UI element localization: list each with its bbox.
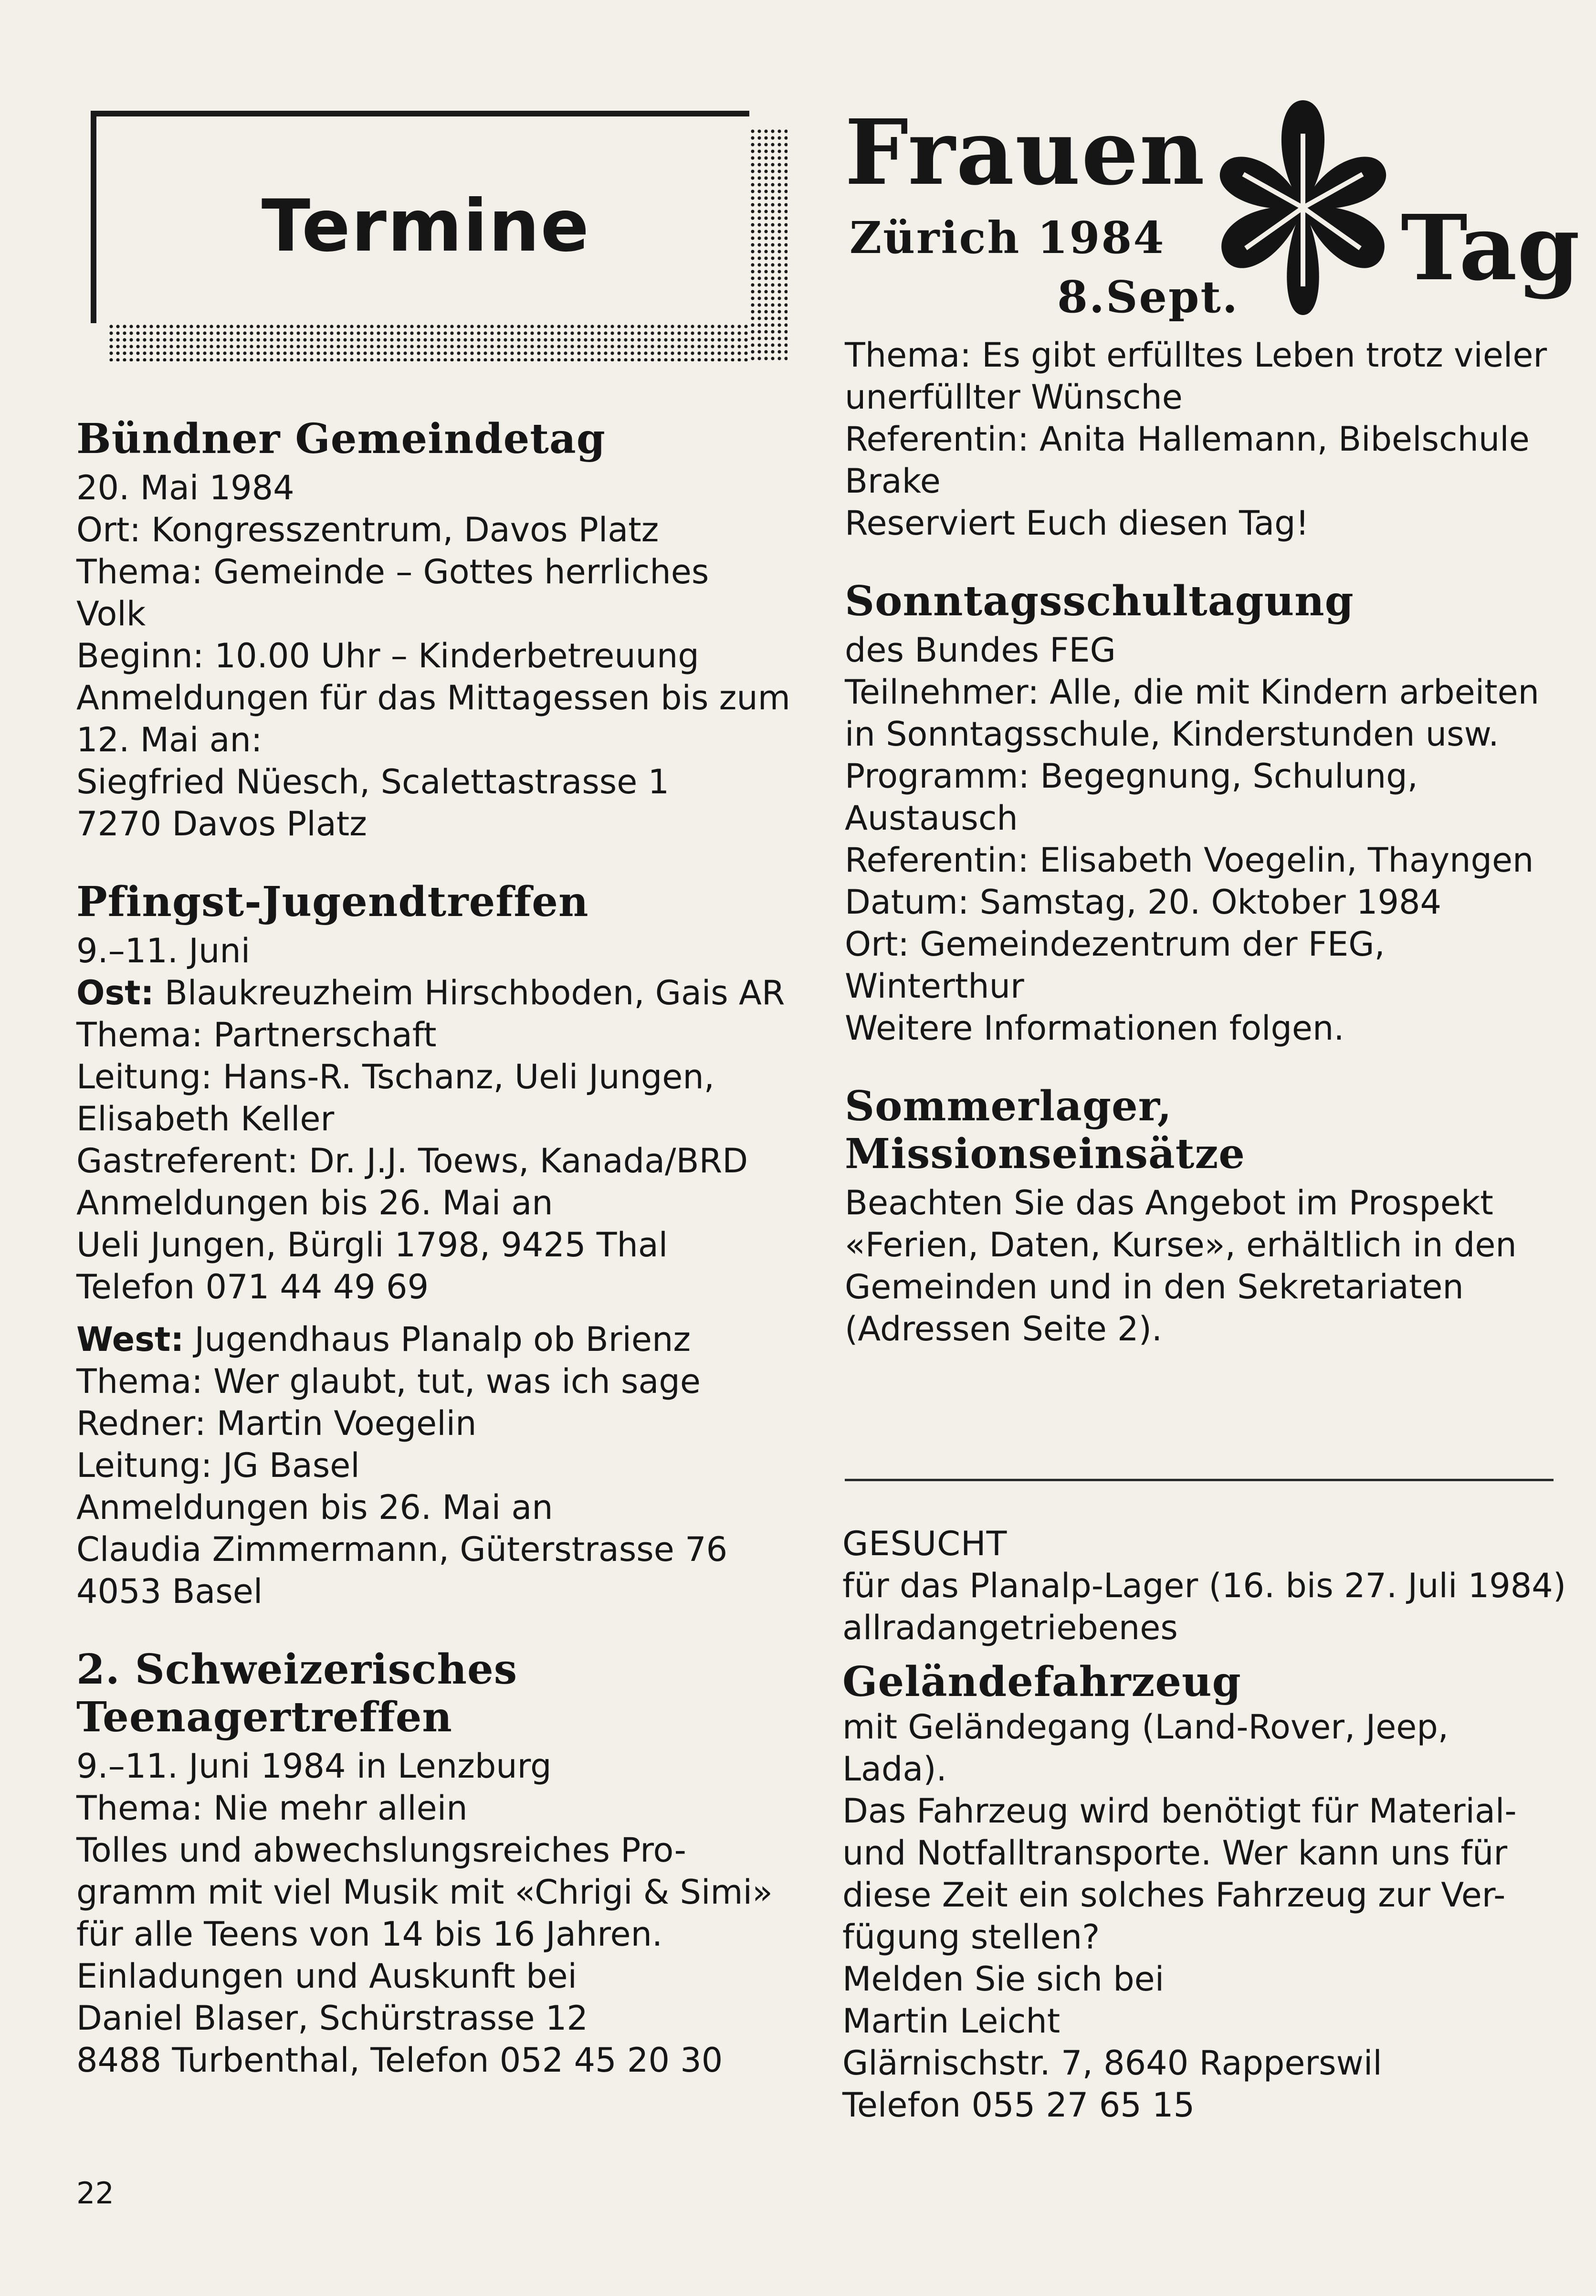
line-text: Volk: [76, 594, 146, 633]
section-line: [76, 1266, 802, 1308]
gesucht-line: fügung stellen?: [842, 1917, 1100, 1957]
section-line: [76, 1787, 802, 1829]
section-line: [76, 1997, 802, 2039]
page-number: 22: [76, 2176, 114, 2211]
gesucht-section: [842, 1523, 1566, 2126]
section-line: [76, 1224, 802, 1266]
line-text: Anmeldungen für das Mittagessen bis zum: [76, 678, 790, 717]
line-text: Thema: Wer glaubt, tut, was ich sage: [76, 1362, 701, 1401]
section-line: [76, 930, 802, 972]
line-text: Daniel Blaser, Schürstrasse 12: [76, 1999, 588, 2038]
line-text: Blaukreuzheim Hirschboden, Gais AR: [154, 973, 785, 1012]
line-text: Beachten Sie das Angebot im Prospekt: [845, 1183, 1493, 1222]
section-line: [845, 881, 1561, 923]
section-line: [76, 1360, 802, 1402]
gesucht-line: allradangetriebenes: [842, 1608, 1178, 1647]
section-line: [76, 761, 802, 803]
section-line: [845, 334, 1561, 376]
line-text: Gastreferent: Dr. J.J. Toews, Kanada/BRD: [76, 1141, 748, 1180]
section-line: [845, 502, 1561, 544]
line-text: Reserviert Euch diesen Tag!: [845, 504, 1309, 543]
gesucht-body: [842, 1706, 1558, 2126]
section-line: [76, 1056, 802, 1098]
line-text: 12. Mai an:: [76, 720, 262, 759]
line-text: Elisabeth Keller: [76, 1099, 335, 1138]
line-text: Winterthur: [845, 967, 1024, 1006]
gesucht-line: Das Fahrzeug wird benötigt für Material-: [842, 1791, 1517, 1831]
left-column: [76, 415, 802, 2115]
termine-box-shadow-right: [749, 128, 788, 362]
line-text: Teilnehmer: Alle, die mit Kindern arbeiten: [845, 673, 1540, 712]
logo-date: 8.Sept.: [1057, 271, 1239, 323]
line-lead: West:: [76, 1320, 184, 1359]
line-text: 9.–11. Juni: [76, 931, 251, 970]
section-line: [76, 1829, 802, 1871]
section-title: 2. Schweizerisches: [76, 1645, 518, 1694]
section-line: [76, 1486, 802, 1528]
section-title: Pfingst-Jugendtreffen: [76, 878, 589, 926]
line-text: Austausch: [845, 799, 1018, 838]
section-line: [76, 2039, 802, 2081]
section-line: [76, 1955, 802, 1997]
section-line: [76, 1871, 802, 1913]
line-text: 8488 Turbenthal, Telefon 052 45 20 30: [76, 2041, 723, 2080]
spacer: [76, 1308, 802, 1318]
line-text: gramm mit viel Musik mit «Chrigi & Simi»: [76, 1873, 773, 1912]
line-text: des Bundes FEG: [845, 631, 1116, 670]
termine-title: Termine: [261, 185, 590, 268]
line-text: (Adressen Seite 2).: [845, 1309, 1163, 1348]
line-text: 7270 Davos Platz: [76, 804, 367, 843]
line-text: unerfüllter Wünsche: [845, 378, 1183, 417]
line-text: Tolles und abwechslungsreiches Pro-: [76, 1831, 686, 1870]
logo-frauen: Frauen: [845, 100, 1206, 205]
section-line: [76, 509, 802, 551]
line-text: Gemeinden und in den Sekretariaten: [845, 1267, 1464, 1306]
line-text: Datum: Samstag, 20. Oktober 1984: [845, 883, 1442, 922]
section-line: [76, 1570, 802, 1612]
section-line: [76, 1913, 802, 1955]
line-text: in Sonntagsschule, Kinderstunden usw.: [845, 715, 1499, 754]
section-line: [76, 972, 802, 1014]
event-section: [845, 1083, 1561, 1350]
line-text: Thema: Partnerschaft: [76, 1015, 437, 1054]
section-line: [845, 839, 1561, 881]
gesucht-title: Geländefahrzeug: [842, 1658, 1241, 1706]
section-line: [845, 671, 1561, 713]
termine-box-frame: [91, 111, 749, 323]
event-section: [76, 415, 802, 845]
section-title: Sonntagsschultagung: [845, 577, 1354, 625]
line-text: Weitere Informationen folgen.: [845, 1009, 1344, 1048]
section-line: [845, 1182, 1561, 1224]
frauentag-logo: [845, 91, 1580, 325]
gesucht-line: Melden Sie sich bei: [842, 1959, 1165, 1999]
event-section: [76, 878, 802, 1612]
line-text: Ort: Kongresszentrum, Davos Platz: [76, 510, 659, 549]
event-section: [76, 1646, 802, 2081]
line-text: Thema: Es gibt erfülltes Leben trotz vieler: [845, 336, 1547, 375]
section-title: Sommerlager,: [845, 1082, 1172, 1130]
section-title: Teenagertreffen: [76, 1693, 452, 1741]
gesucht-line: Telefon 055 27 65 15: [842, 2085, 1195, 2125]
line-text: Jugendhaus Planalp ob Brienz: [184, 1320, 691, 1359]
line-text: für alle Teens von 14 bis 16 Jahren.: [76, 1915, 663, 1954]
termine-box-shadow-bottom: [108, 323, 749, 361]
section-line: [845, 713, 1561, 755]
section-title: Missionseinsätze: [845, 1130, 1246, 1178]
gesucht-heading: GESUCHT: [842, 1524, 1008, 1563]
line-text: «Ferien, Daten, Kurse», erhältlich in den: [845, 1225, 1517, 1264]
logo-zurich: Zürich 1984: [850, 212, 1166, 263]
section-line: [845, 629, 1561, 671]
line-text: Einladungen und Auskunft bei: [76, 1957, 577, 1996]
section-line: [845, 1007, 1561, 1049]
gesucht-line: Glärnischstr. 7, 8640 Rapperswil: [842, 2043, 1382, 2083]
section-line: [76, 719, 802, 761]
section-line: [76, 1444, 802, 1486]
section-line: [845, 755, 1561, 797]
line-text: Claudia Zimmermann, Güterstrasse 76: [76, 1530, 728, 1569]
section-line: [76, 1745, 802, 1787]
section-line: [845, 1266, 1561, 1308]
logo-tag: Tag: [1401, 195, 1580, 301]
section-line: [845, 923, 1561, 965]
section-line: [845, 418, 1561, 460]
section-line: [76, 1140, 802, 1182]
gesucht-line: für das Planalp-Lager (16. bis 27. Juli 1984): [842, 1566, 1566, 1605]
section-line: [845, 460, 1561, 502]
divider-line: [845, 1479, 1554, 1481]
line-text: Redner: Martin Voegelin: [76, 1404, 477, 1443]
section-line: [76, 1402, 802, 1444]
section-line: [76, 1182, 802, 1224]
line-text: Thema: Gemeinde – Gottes herrliches: [76, 552, 709, 591]
gesucht-line: und Notfalltransporte. Wer kann uns für: [842, 1833, 1508, 1873]
section-line: [76, 1098, 802, 1140]
section-line: [845, 965, 1561, 1007]
section-line: [76, 551, 802, 593]
gesucht-line: Lada).: [842, 1749, 947, 1789]
line-text: Beginn: 10.00 Uhr – Kinderbetreuung: [76, 636, 699, 675]
section-line: [76, 1014, 802, 1056]
right-column: [845, 334, 1561, 1383]
line-text: 4053 Basel: [76, 1572, 263, 1611]
section-line: [76, 635, 802, 677]
section-line: [845, 1224, 1561, 1266]
section-line: [76, 467, 802, 509]
line-text: Referentin: Elisabeth Voegelin, Thayngen: [845, 841, 1534, 880]
line-text: Programm: Begegnung, Schulung,: [845, 757, 1418, 796]
line-text: Referentin: Anita Hallemann, Bibelschule: [845, 420, 1530, 459]
termine-box: [91, 111, 749, 323]
line-text: Brake: [845, 462, 941, 501]
line-text: 9.–11. Juni 1984 in Lenzburg: [76, 1747, 552, 1786]
gesucht-line: diese Zeit ein solches Fahrzeug zur Ver-: [842, 1875, 1506, 1915]
line-text: Telefon 071 44 49 69: [76, 1267, 429, 1306]
section-line: [76, 803, 802, 845]
flower-icon: [1196, 91, 1410, 325]
line-text: Anmeldungen bis 26. Mai an: [76, 1488, 553, 1527]
section-line: [76, 593, 802, 635]
section-title: Bündner Gemeindetag: [76, 415, 606, 463]
line-text: 20. Mai 1984: [76, 468, 294, 507]
line-text: Anmeldungen bis 26. Mai an: [76, 1183, 553, 1222]
line-text: Ueli Jungen, Bürgli 1798, 9425 Thal: [76, 1225, 668, 1264]
line-text: Leitung: Hans-R. Tschanz, Ueli Jungen,: [76, 1057, 714, 1096]
line-lead: Ost:: [76, 973, 154, 1012]
gesucht-line: Martin Leicht: [842, 2001, 1060, 2041]
section-line: [845, 797, 1561, 839]
gesucht-line: mit Geländegang (Land-Rover, Jeep,: [842, 1707, 1449, 1747]
section-line: [76, 1318, 802, 1360]
line-text: Leitung: JG Basel: [76, 1446, 360, 1485]
section-line: [845, 376, 1561, 418]
event-section: [845, 578, 1561, 1049]
section-line: [845, 1308, 1561, 1350]
line-text: Siegfried Nüesch, Scalettastrasse 1: [76, 762, 670, 801]
event-section: [845, 334, 1561, 544]
section-line: [76, 1528, 802, 1570]
line-text: Ort: Gemeindezentrum der FEG,: [845, 925, 1385, 964]
section-line: [76, 677, 802, 719]
line-text: Thema: Nie mehr allein: [76, 1789, 468, 1828]
